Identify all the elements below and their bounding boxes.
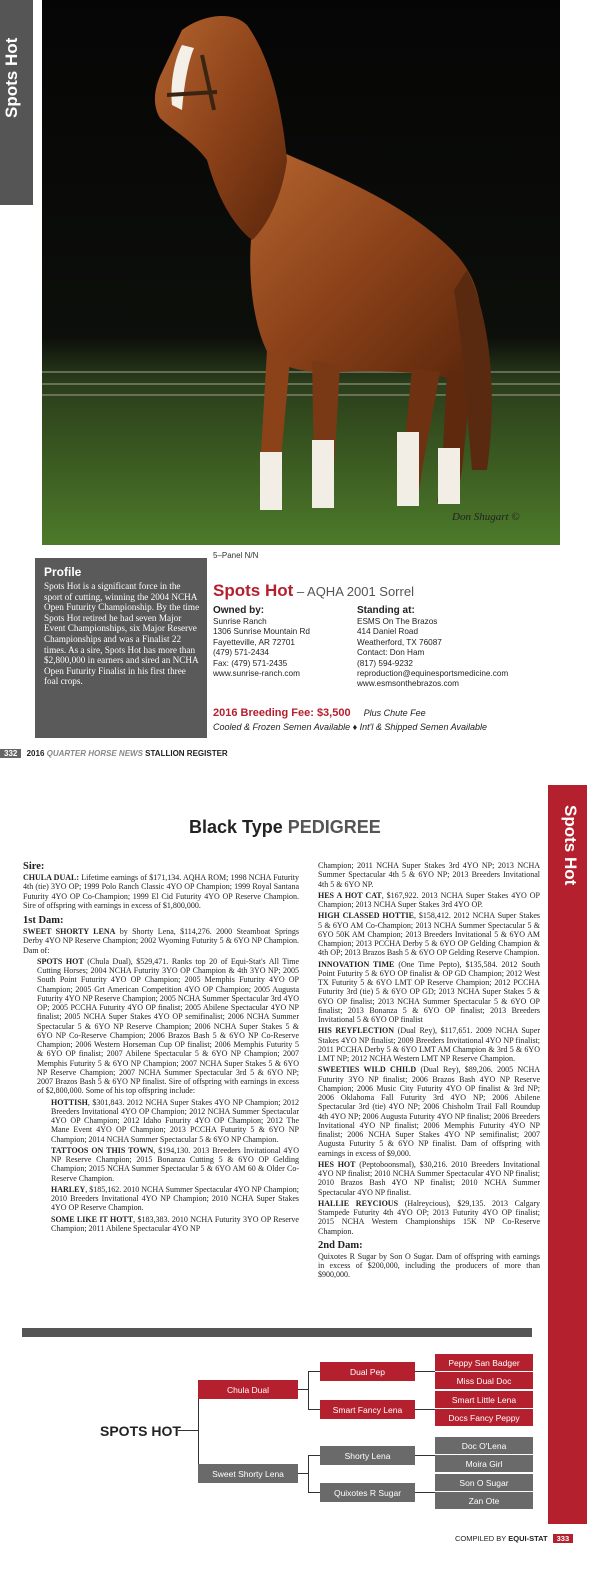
offspring-name: TATTOOS ON THIS TOWN	[51, 1145, 154, 1155]
tree-line	[198, 1389, 199, 1473]
dam2-heading: 2nd Dam:	[318, 1239, 363, 1251]
standing-line: Weatherford, TX 76087	[357, 637, 442, 647]
pedigree-column-left	[23, 861, 299, 1235]
owned-by-heading: Owned by:	[213, 605, 265, 616]
standing-at-heading: Standing at:	[357, 605, 415, 616]
tree-gen3-group	[435, 1354, 533, 1389]
owned-link[interactable]: www.sunrise-ranch.com	[213, 669, 300, 679]
page-number-right: 333	[553, 1534, 574, 1543]
offspring-entry	[23, 1098, 299, 1144]
offspring-entry	[23, 1146, 299, 1183]
offspring-text: , $158,412. 2012 NCHA Super Stakes 5 & 6YO AM Co-Champion; 2013 NCHA Summer Spectacular 5 & 6YO 50K AM Champion; 2013 Breeders Invitational 5 & 6YO AM Champion; 2013 PCCHA Derby 5 & 6YO OP Gelding Champion & 4th OP; 2013 Brazos Bash 5 & 6YO OP Gelding Reserve Champion.	[318, 911, 541, 958]
offspring-name: SPOTS HOT	[37, 956, 84, 966]
horse-title	[213, 581, 414, 601]
offspring-entry	[318, 1199, 540, 1236]
offspring-name: HES A HOT CAT	[318, 890, 382, 900]
footer-publication: QUARTER HORSE NEWS	[46, 749, 143, 758]
offspring-entry	[23, 1185, 299, 1213]
tree-line	[415, 1455, 435, 1456]
standing-line: Contact: Don Ham	[357, 648, 425, 658]
offspring-text: , $183,383. 2010 NCHA Futurity 3YO OP Reserve Champion; 2011 Abilene Spectacular 4YO NP	[51, 1214, 299, 1233]
profile-heading: Profile	[44, 565, 82, 579]
sire-name: CHULA DUAL:	[23, 873, 80, 882]
standing-at-block	[357, 605, 508, 690]
tree-gen3: Smart Little Lena	[435, 1391, 533, 1409]
pedigree-title-word: PEDIGREE	[287, 817, 381, 837]
offspring-entry	[318, 1065, 540, 1158]
tree-line	[308, 1492, 320, 1493]
offspring-entry	[318, 891, 540, 910]
tree-line	[308, 1455, 309, 1492]
owned-line: Fayetteville, AR 72701	[213, 637, 295, 647]
offspring-name: SWEETIES WILD CHILD	[318, 1065, 417, 1075]
tree-line	[415, 1409, 435, 1410]
horse-photo	[42, 0, 560, 545]
tree-line	[415, 1492, 435, 1493]
sire-text: Lifetime earnings of $171,134. AQHA ROM; 1998 NCHA Futurity 4th (tie) 3YO OP; 1999 Polo Ranch Classic 4YO OP Champion; 1999 Royal Santana Futurity 4YO OP Co-Champion; 1999 El Cid Futurity 4YO OP Reserve Champion. Sire of offspring with earnings in excess of $1,800,000.	[23, 873, 300, 910]
sire-paragraph	[23, 873, 299, 910]
horse-name: Spots Hot	[213, 581, 294, 600]
divider-bar	[22, 1328, 532, 1337]
side-tab-right-label: Spots Hot	[561, 805, 580, 886]
tree-line	[298, 1473, 308, 1474]
offspring-entry	[318, 1026, 540, 1063]
tree-dam-sire: Shorty Lena	[320, 1446, 415, 1465]
offspring-text: , $194,130. 2013 Breeders Invitational 4YO NP Reserve Champion; 2015 Bonanza Cutting 5 & 6YO OP Gelding Champion; 2015 NCHA Summer Spectacular 5 & 6YO AM 60 & Older Co-Reserve Champion.	[51, 1145, 299, 1183]
owned-line: 1306 Sunrise Mountain Rd	[213, 627, 310, 637]
tree-line	[308, 1371, 309, 1409]
panel-result: 5–Panel N/N	[213, 551, 259, 560]
pedigree-title-black: Black Type	[189, 817, 283, 837]
tree-line	[298, 1389, 308, 1390]
owned-line: (479) 571-2434	[213, 648, 269, 658]
dam2-text: Quixotes R Sugar by Son O Sugar. Dam of offspring with earnings in excess of $200,000, including the producers of more than $900,000.	[318, 1251, 540, 1280]
footer-register: STALLION REGISTER	[145, 749, 228, 758]
offspring-entry	[23, 957, 299, 1096]
photographer-signature: Don Shugart ©	[452, 511, 520, 523]
footer-left	[0, 749, 228, 761]
offspring-entry	[23, 1215, 299, 1234]
owned-line: Fax: (479) 571-2435	[213, 658, 288, 668]
side-tab-label: Spots Hot	[2, 37, 21, 118]
footer-source: EQUI-STAT	[508, 1534, 548, 1543]
profile-box	[35, 558, 207, 738]
profile-text: Spots Hot is a significant force in the sport of cutting, winning the 2004 NCHA Open Futurity Championship. By the time Spots Hot retired he had seven Major Event Championships, six Major Reserve Championships and was a Finalist 22 times. As a sire, Spots Hot has more than $2,800,000 in earners and sired an NCHA Open Futurity Finalist in his first three foal crops.	[44, 581, 200, 687]
tree-gen3: Son O Sugar	[435, 1474, 533, 1492]
dam1-name: SWEET SHORTY LENA	[23, 927, 116, 936]
tree-horse-name: SPOTS HOT	[100, 1423, 181, 1439]
horse-registration: – AQHA 2001 Sorrel	[293, 584, 414, 599]
fee-amount: $3,500	[316, 707, 351, 719]
fee-label: 2016 Breeding Fee:	[213, 707, 314, 719]
offspring-text: , $167,922. 2013 NCHA Super Stakes 4YO OP Champion; 2013 NCHA Super Stakes 3rd 4YO OP.	[318, 890, 540, 909]
standing-link[interactable]: www.esmsonthebrazos.com	[357, 679, 459, 689]
tree-gen3-group	[435, 1391, 533, 1426]
offspring-text: Champion; 2011 NCHA Super Stakes 3rd 4YO NP; 2013 NCHA Summer Spectacular 4th 5 & 6YO NP; 2013 Breeders Invitational 4th 5 & 6YO NP.	[318, 861, 540, 889]
footer-right	[455, 1534, 576, 1543]
standing-email[interactable]: reproduction@equinesportsmedicine.com	[357, 669, 509, 679]
sire-heading: Sire:	[23, 861, 45, 872]
offspring-entry	[318, 861, 540, 889]
tree-gen3: Doc O'Lena	[435, 1437, 533, 1455]
horse-illustration	[42, 0, 560, 545]
offspring-text: , $301,843. 2012 NCHA Super Stakes 4YO NP Champion; 2012 Breeders Invitational 4YO OP Champion; 2012 NCHA Summer Spectacular 4YO OP Champion; 2012 Idaho Futurity 4YO OP Champion; 2012 The Mane Event 4YO OP Champion; 2013 PCCHA Futurity 5 & 6YO NP Champion; 2014 NCHA Summer Spectacular 5 & 6YO NP Champion.	[51, 1097, 299, 1144]
dam1-heading: 1st Dam:	[23, 915, 64, 926]
tree-sire-dam: Smart Fancy Lena	[320, 1400, 415, 1419]
offspring-text: (Dual Rey), $117,651. 2009 NCHA Super Stakes 4YO NP finalist; 2009 Breeders Invitational 4YO NP finalist; 2011 PCCHA Derby 5 & 6YO LMT AM Champion & 3rd 5 & 6YO LMT NP; 2012 NCHA Western LMT NP Reserve Champion.	[318, 1026, 540, 1063]
offspring-text: (One Time Pepto), $135,584. 2012 South Point Futurity 5 & 6YO OP finalist & OP GD Champion; 2012 West TX Futurity 5 & 6YO LMT OP Reserve Champion; 2012 PCCHA Futurity 3rd (tie) 5 & 6YO OP GD; 2013 NCHA Super Stakes 5 & 6YO OP finalist; 2013 NCHA Summer Spectacular 5 & 6YO OP finalist; 2013 Bonanza 5 & 6YO OP finalist; 2013 Breeders Invitational 5 & 6YO OP finalist	[318, 959, 540, 1024]
owned-line: Sunrise Ranch	[213, 617, 267, 626]
tree-line	[308, 1455, 320, 1456]
offspring-text: (Peptoboonsmal), $30,216. 2010 Breeders Invitational 4YO NP finalist; 2010 NCHA Summer Spectacular 4YO NP finalist; 2010 Brazos Bash 4YO NP finalist; 2010 NCHA Summer Spectacular 4YO NP finalist.	[318, 1159, 540, 1197]
tree-line	[308, 1409, 320, 1410]
offspring-entry	[318, 911, 540, 957]
tree-gen3: Docs Fancy Peppy	[435, 1409, 533, 1426]
page-number-left: 332	[0, 749, 21, 758]
tree-gen3: Moira Girl	[435, 1455, 533, 1472]
tree-line	[415, 1371, 435, 1372]
offspring-text: (Chula Dual), $529,471. Ranks top 20 of Equi-Stat's All Time Cutting Horses; 2004 NCHA Futurity 3YO OP Champion & 4th 3YO NP; 2005 South Point Futurity 4YO OP Champion; 2005 Memphis Futurity 4YO OP Champion; 2005 Grt American Competition 4YO OP Champion; 2005 Augusta Futurity 4YO NP Reserve Champion; 2005 NCHA Summer Spectacular 3rd 4YO OP; 2005 PCCHA Futurity 4YO OP finalist; 2005 Abilene Spectacular 4YO NP finalist; 2005 NCHA Super Stakes 4YO OP semifinalist; 2006 NCHA Summer Spectacular 5 & 6YO NP Reserve Champion; 2006 NCHA Super Stakes 5 & 6YO NP Co-Reserve Champion; 2006 Brazos Bash 5 & 6YO NP Co-Reserve Champion; 2006 Western Horseman Cup OP finalist; 2006 Memphis Futurity 5 & 6YO OP finalist; 2007 Abilene Spectacular 5 & 6YO NP Champion; 2007 Memphis Futurity 5 & 6YO NP Champion; 2007 NCHA Super Stakes 5 & 6YO NP Reserve Champion; 2007 NCHA Summer Spectacular 3rd 5 & 6YO NP; 2007 Brazos Bash 5 & 6YO NP finalist. Sire of offspring with earnings in excess of $2,800,000. Some of his top offspring include:	[37, 956, 300, 1096]
side-tab-left	[0, 0, 33, 205]
offspring-name: HARLEY	[51, 1184, 86, 1194]
tree-gen3-group	[435, 1474, 533, 1509]
dam1-text: by Shorty Lena, $114,276. 2000 Steamboat Springs Derby 4YO NP Reserve Champion; 2002 Wyoming Futurity 5 & 6YO NP Champion. Dam of:	[23, 927, 300, 955]
offspring-text: (Dual Rey), $89,206. 2005 NCHA Futurity 3YO NP finalist; 2006 Brazos Bash 4YO NP Reserve Champion; 2006 Music City Futurity 4YO OP finalist & 3rd NP; 2006 Oklahoma Fall Futurity 3rd 4YO NP; 2006 Abilene Spectacular 3rd (tie) 4YO NP; 2006 Chisholm Trail Fall Roundup 4th 4YO NP; 2006 Augusta Futurity 4YO NP finalist; 2006 Breeders Invitational 4YO NP finalist; 2006 Memphis Futurity 4YO NP finalist; 2006 NCHA Super Stakes 4YO NP semifinalist; 2007 Augusta Futurity 5 & 6YO NP finalist. Dam of offspring with earnings in excess of $9,000.	[318, 1065, 541, 1158]
offspring-name: HALLIE REYCIOUS	[318, 1198, 399, 1208]
offspring-text: (Halreycious), $29,135. 2013 Calgary Stampede Futurity 4th 4YO OP; 2013 Futurity 4YO OP finalist; 2015 NCHA Western Championships 15K NP Co-Reserve Champion.	[318, 1198, 540, 1236]
offspring-text: , $185,162. 2010 NCHA Summer Spectacular 4YO NP Champion; 2010 Breeders Invitational 4YO NP Champion; 2010 NCHA Super Stakes 4YO OP Reserve Champion.	[51, 1184, 299, 1213]
footer-compiled: COMPILED BY	[455, 1534, 507, 1543]
offspring-name: HIGH CLASSED HOTTIE	[318, 911, 414, 921]
offspring-name: HOTTISH	[51, 1097, 88, 1107]
pedigree-column-right	[318, 861, 540, 1282]
standing-line: ESMS On The Brazos	[357, 617, 438, 626]
tree-sire: Chula Dual	[198, 1380, 298, 1399]
tree-gen3-group	[435, 1437, 533, 1472]
offspring-entry	[318, 1160, 540, 1197]
offspring-name: HES HOT	[318, 1159, 356, 1169]
semen-availability: Cooled & Frozen Semen Available ♦ Int'l & Shipped Semen Available	[213, 722, 487, 732]
dam1-paragraph	[23, 927, 299, 955]
breeding-fee	[213, 707, 426, 719]
tree-gen3: Peppy San Badger	[435, 1354, 533, 1372]
offspring-entry	[318, 960, 540, 1025]
tree-dam: Sweet Shorty Lena	[198, 1464, 298, 1483]
fee-extra: Plus Chute Fee	[363, 708, 426, 718]
offspring-name: INNOVATION TIME	[318, 959, 395, 969]
pedigree-title	[189, 817, 381, 838]
side-tab-right	[548, 785, 587, 1524]
footer-year: 2016	[26, 749, 45, 758]
tree-line	[178, 1430, 198, 1431]
tree-gen3: Zan Ote	[435, 1492, 533, 1509]
standing-line: (817) 594-9232	[357, 658, 413, 668]
offspring-name: HIS REYFLECTION	[318, 1026, 395, 1036]
tree-sire-sire: Dual Pep	[320, 1362, 415, 1381]
standing-line: 414 Daniel Road	[357, 627, 418, 637]
owned-by-block	[213, 605, 310, 679]
tree-dam-dam: Quixotes R Sugar	[320, 1483, 415, 1502]
offspring-name: SOME LIKE IT HOTT	[51, 1214, 134, 1224]
tree-line	[308, 1371, 320, 1372]
tree-gen3: Miss Dual Doc	[435, 1372, 533, 1389]
pedigree-tree	[22, 1340, 542, 1520]
